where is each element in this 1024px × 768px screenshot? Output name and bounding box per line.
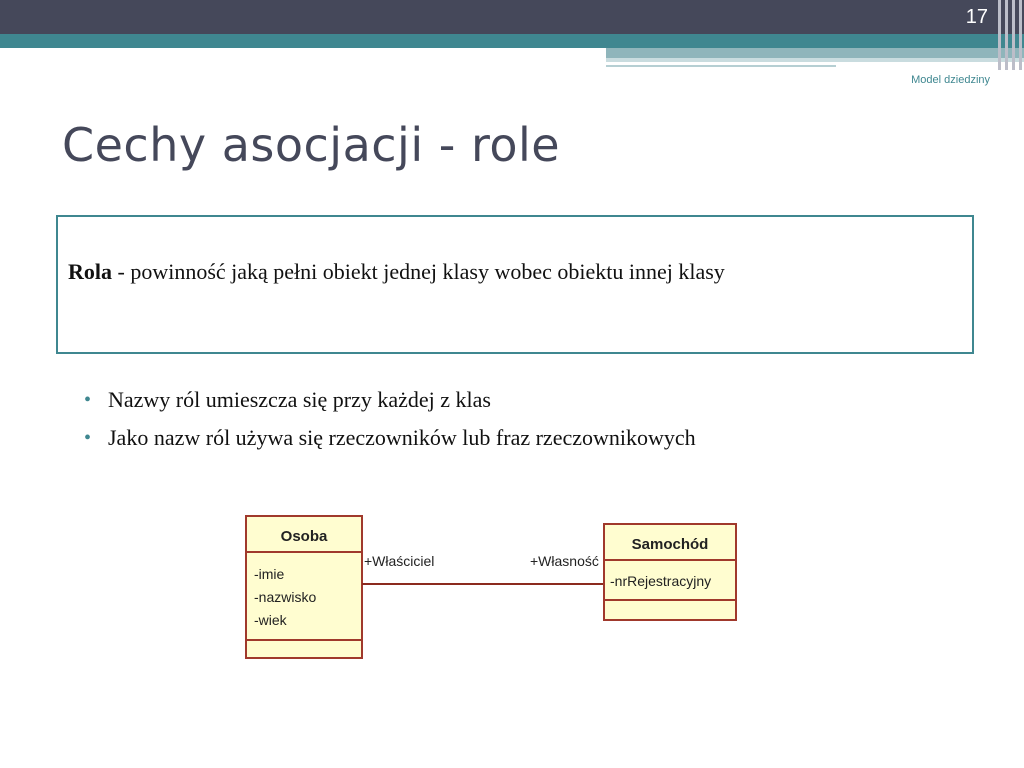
definition-body: - powinność jaką pełni obiekt jednej klasy wobec obiektu innej klasy (112, 259, 725, 284)
definition-text (68, 255, 958, 289)
class-osoba-attr: -nazwisko (254, 589, 317, 605)
bullet-text: Jako nazw ról używa się rzeczowników lub fraz rzeczownikowych (108, 425, 696, 450)
class-osoba-attr: -wiek (254, 612, 287, 628)
bullet-icon: • (84, 389, 92, 411)
role-left-label: +Właściciel (364, 553, 435, 569)
section-label: Model dziedziny (911, 74, 990, 86)
accent-line (606, 65, 836, 67)
bullet-icon: • (84, 427, 92, 449)
class-samochod-attr: -nrRejestracyjny (610, 573, 712, 589)
top-bar (0, 0, 1024, 34)
uml-svg (236, 508, 746, 688)
page-number: 17 (965, 6, 988, 28)
uml-diagram (236, 508, 746, 688)
decor-stripes (996, 0, 1024, 70)
accent-band (0, 34, 1024, 48)
role-right-label: +Własność (530, 553, 599, 569)
definition-box (56, 215, 974, 354)
definition-term: Rola (68, 259, 112, 284)
bullet-list (84, 382, 696, 458)
list-item (84, 420, 696, 458)
class-osoba-name: Osoba (280, 528, 328, 545)
list-item (84, 382, 696, 420)
class-osoba-attr: -imie (254, 566, 285, 582)
slide-title: Cechy asocjacji - role (62, 118, 561, 172)
class-samochod-name: Samochód (631, 536, 709, 553)
accent-band-lighter (606, 58, 1024, 62)
bullet-text: Nazwy ról umieszcza się przy każdej z klas (108, 387, 491, 412)
accent-band-light (606, 48, 1024, 58)
